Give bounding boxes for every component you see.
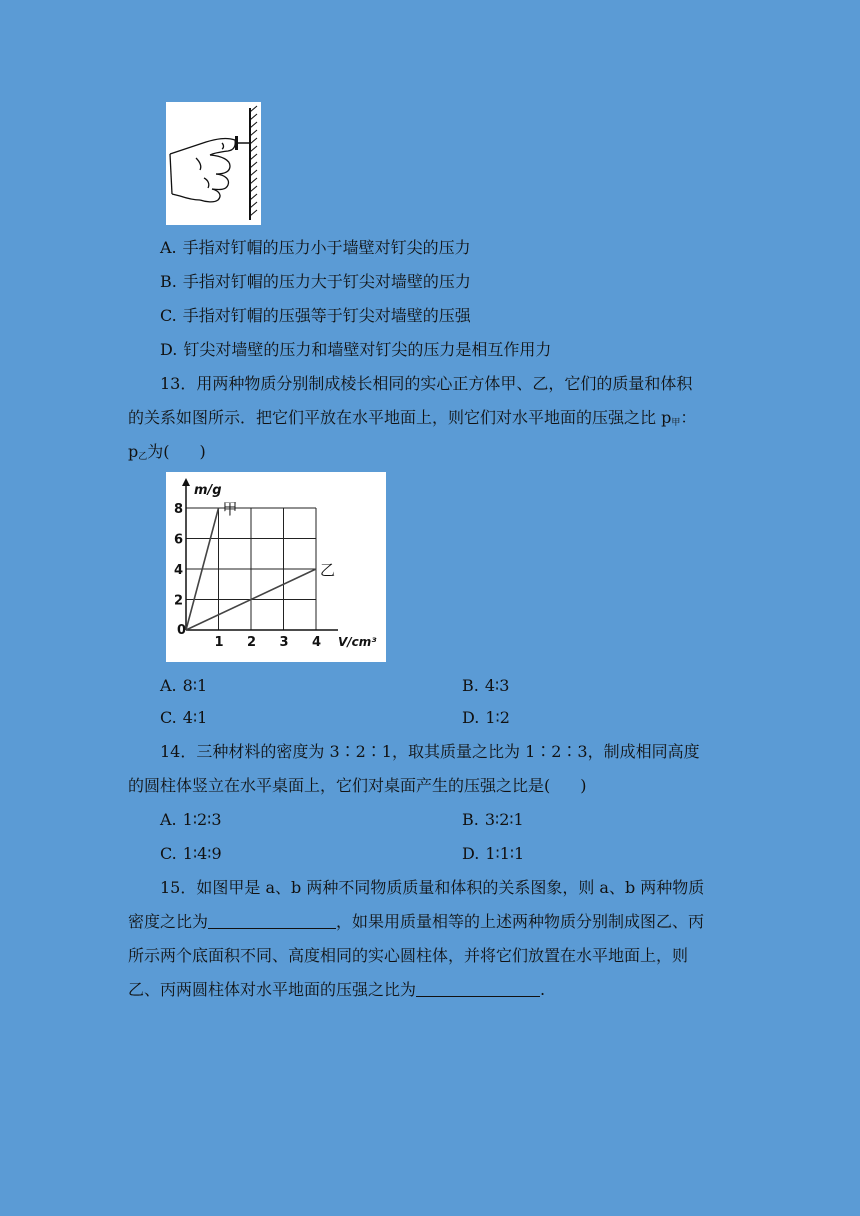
option-text: 4∶1 bbox=[182, 708, 208, 727]
x-tick-label: 0 bbox=[177, 623, 187, 638]
thumbtack-figure bbox=[166, 102, 261, 225]
option-letter: B. bbox=[462, 676, 479, 695]
mass-volume-chart-svg bbox=[166, 472, 386, 662]
option-letter: A. bbox=[160, 238, 177, 257]
option-text: 钉尖对墙壁的压力和墙壁对钉尖的压力是相互作用力 bbox=[183, 340, 552, 359]
chart-grid bbox=[186, 508, 316, 630]
answer-blank-1[interactable] bbox=[208, 912, 336, 929]
q13-option-a bbox=[160, 676, 207, 696]
option-text: 8∶1 bbox=[182, 676, 208, 695]
series-label-1: 乙 bbox=[320, 561, 336, 579]
pressure-symbol: p bbox=[128, 442, 139, 461]
option-text: 1∶2 bbox=[485, 708, 510, 727]
option-text: 1∶2∶3 bbox=[182, 810, 222, 829]
q13-stem-line-2 bbox=[128, 408, 696, 433]
close-paren: ) bbox=[580, 776, 587, 795]
answer-blank-2[interactable] bbox=[416, 980, 540, 997]
option-letter: A. bbox=[160, 810, 177, 829]
subscript-yi: 乙 bbox=[138, 452, 148, 462]
option-letter: A. bbox=[160, 676, 177, 695]
option-letter: C. bbox=[160, 844, 177, 863]
x-tick-label: 3 bbox=[279, 635, 289, 650]
thumb-pressing-tack-illustration bbox=[166, 102, 261, 225]
close-paren: ) bbox=[199, 442, 206, 461]
q14-stem-line-1: 14．三种材料的密度为 3∶2∶1，取其质量之比为 1∶2∶3，制成相同高度 bbox=[160, 742, 700, 761]
option-text: 3∶2∶1 bbox=[484, 810, 524, 829]
option-letter: C. bbox=[160, 306, 177, 325]
ratio-colon: ： bbox=[680, 408, 697, 427]
option-letter: D. bbox=[160, 340, 178, 359]
q12-option-c bbox=[160, 306, 471, 326]
option-letter: B. bbox=[462, 810, 479, 829]
q15-stem-line-1: 15．如图甲是 a、b 两种不同物质质量和体积的关系图象，则 a、b 两种物质 bbox=[160, 878, 705, 897]
x-tick-label: 2 bbox=[247, 635, 257, 650]
option-text: 4∶3 bbox=[484, 676, 510, 695]
option-text: 手指对钉帽的压强等于钉尖对墙壁的压强 bbox=[182, 306, 471, 325]
y-tick-label: 2 bbox=[174, 593, 184, 609]
series-label-0: 甲 bbox=[222, 500, 238, 518]
x-tick-label: 1 bbox=[214, 635, 224, 650]
q15-text: 乙、丙两圆柱体对水平地面的压强之比为 bbox=[128, 980, 417, 999]
q14-stem-text: 的圆柱体竖立在水平桌面上，它们对桌面产生的压强之比是( bbox=[128, 776, 551, 795]
q13-stem-end: 为( bbox=[147, 442, 170, 461]
y-tick-label: 4 bbox=[174, 563, 184, 578]
q13-stem-line-3 bbox=[128, 442, 206, 467]
option-letter: B. bbox=[160, 272, 177, 291]
y-axis-label: m/g bbox=[194, 483, 222, 498]
option-letter: D. bbox=[462, 844, 480, 863]
mass-volume-chart bbox=[166, 472, 386, 662]
q13-stem-text: 的关系如图所示．把它们平放在水平地面上，则它们对水平地面的压强之比 p bbox=[128, 408, 672, 427]
q13-stem-line-1: 13．用两种物质分别制成棱长相同的实心正方体甲、乙，它们的质量和体积 bbox=[160, 374, 693, 393]
option-text: 手指对钉帽的压力大于钉尖对墙壁的压力 bbox=[182, 272, 471, 291]
y-tick-label: 8 bbox=[174, 502, 184, 517]
x-axis-label: V/cm³ bbox=[338, 635, 377, 649]
chart-axes bbox=[182, 478, 338, 630]
y-axis-arrow bbox=[182, 478, 190, 486]
q15-text: 密度之比为 bbox=[128, 912, 209, 931]
option-letter: D. bbox=[462, 708, 480, 727]
q13-option-c bbox=[160, 708, 207, 728]
q15-text: . bbox=[540, 980, 546, 999]
option-text: 手指对钉帽的压力小于墙壁对钉尖的压力 bbox=[182, 238, 471, 257]
q12-option-a bbox=[160, 238, 471, 258]
subscript-jia: 甲 bbox=[671, 418, 681, 428]
q13-option-b bbox=[462, 676, 509, 696]
q14-option-b bbox=[462, 810, 524, 830]
q15-stem-line-2 bbox=[128, 912, 704, 932]
q15-stem-line-3: 所示两个底面积不同、高度相同的实心圆柱体，并将它们放置在水平地面上，则 bbox=[128, 946, 689, 965]
q14-option-d bbox=[462, 844, 524, 864]
q15-stem-line-4 bbox=[128, 980, 545, 1000]
x-tick-label: 4 bbox=[312, 635, 322, 650]
q14-option-c bbox=[160, 844, 222, 864]
q13-option-d bbox=[462, 708, 510, 728]
q15-text: ，如果用质量相等的上述两种物质分别制成图乙、丙 bbox=[336, 912, 705, 931]
option-letter: C. bbox=[160, 708, 177, 727]
q14-option-a bbox=[160, 810, 222, 830]
q12-option-b bbox=[160, 272, 471, 292]
y-tick-label: 6 bbox=[174, 532, 184, 548]
q12-option-d bbox=[160, 340, 551, 360]
q14-stem-line-2 bbox=[128, 776, 587, 796]
option-text: 1∶4∶9 bbox=[182, 844, 222, 863]
option-text: 1∶1∶1 bbox=[485, 844, 525, 863]
